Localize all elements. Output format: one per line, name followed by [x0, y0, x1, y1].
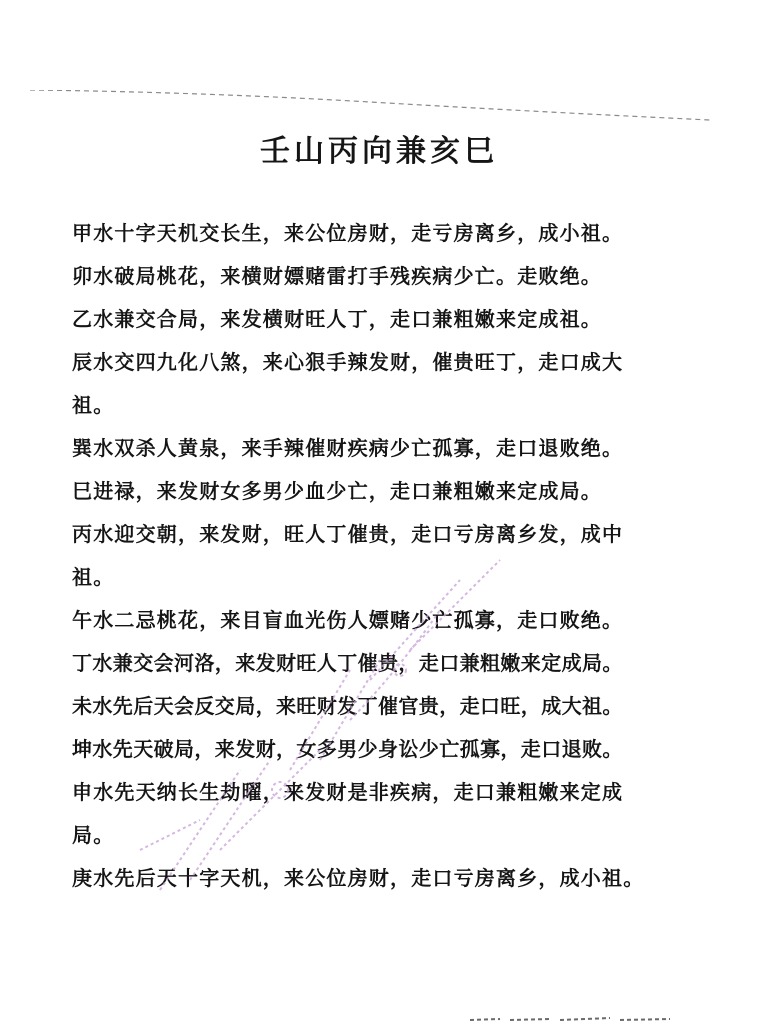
text-line: 庚水先后天十字天机，来公位房财，走口亏房离乡，成小祖。	[72, 866, 645, 890]
footer-scan-artifact	[470, 1014, 670, 1024]
text-line: 辰水交四九化八煞，来心狠手辣发财，催贵旺丁，走口成大	[72, 350, 624, 374]
text-line: 局。	[72, 823, 115, 847]
text-line: 未水先后天会反交局，来旺财发丁催官贵，走口旺，成大祖。	[72, 694, 623, 718]
text-line: 坤水先天破局，来发财，女多男少身讼少亡孤寡，走口退败。	[72, 737, 623, 761]
text-line: 祖。	[72, 565, 115, 589]
text-line: 巳进禄，来发财女多男少血少亡，走口兼粗嫩来定成局。	[72, 479, 602, 503]
page-title: 壬山丙向兼亥巳	[260, 134, 498, 169]
text-line: 午水二忌桃花，来目盲血光伤人嫖赌少亡孤寡，走口败绝。	[72, 608, 624, 632]
text-line: 巽水双杀人黄泉，来手辣催财疾病少亡孤寡，走口退败绝。	[72, 436, 624, 460]
text-line: 甲水十字天机交长生，来公位房财，走亏房离乡，成小祖。	[72, 221, 624, 245]
document-body	[72, 212, 658, 900]
text-line: 申水先天纳长生劫曜，来发财是非疾病，走口兼粗嫩来定成	[72, 780, 624, 804]
text-line: 祖。	[72, 393, 115, 417]
text-line: 乙水兼交合局，来发横财旺人丁，走口兼粗嫩来定成祖。	[72, 307, 602, 331]
text-line: 丁水兼交会河洛，来发财旺人丁催贵，走口兼粗嫩来定成局。	[72, 651, 623, 675]
text-line: 丙水迎交朝，来发财，旺人丁催贵，走口亏房离乡发，成中	[72, 522, 624, 546]
header-dashed-rule	[30, 90, 710, 130]
text-line: 卯水破局桃花，来横财嫖赌雷打手残疾病少亡。走败绝。	[72, 264, 602, 288]
